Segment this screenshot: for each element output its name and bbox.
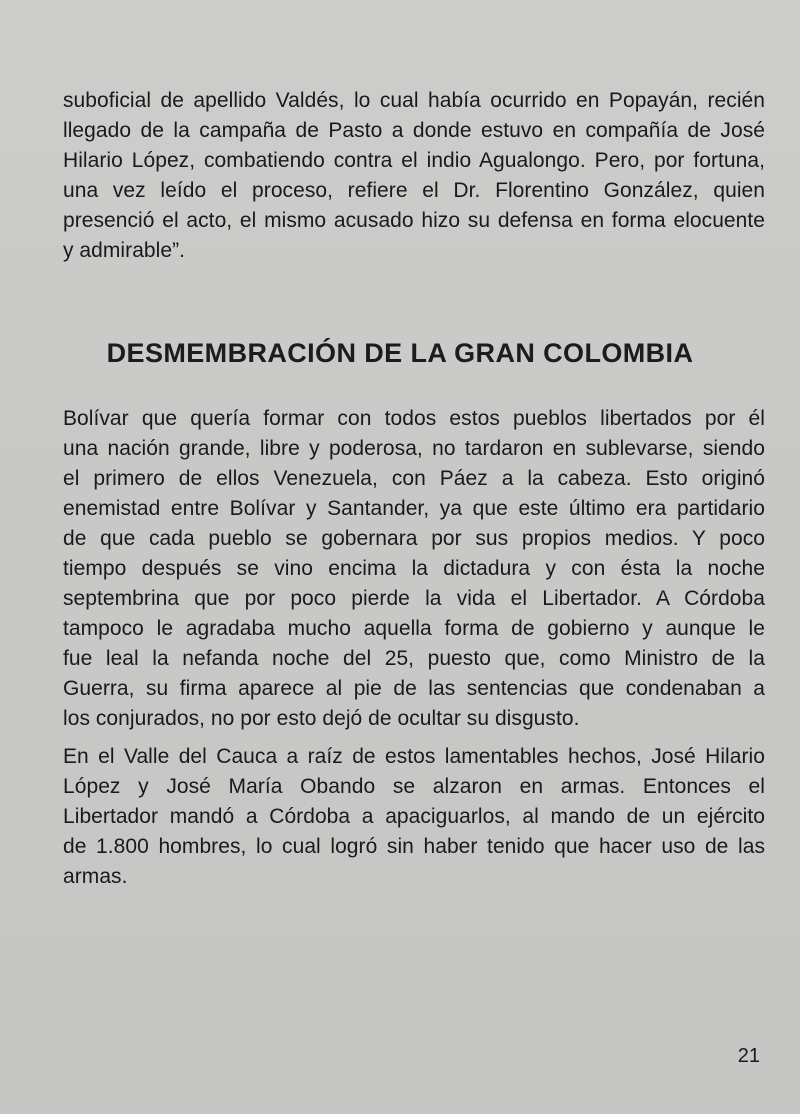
- paragraph-line: de que cada pueblo se gobernara por sus propios medios. Y poco: [63, 527, 765, 550]
- section-heading: DESMEMBRACIÓN DE LA GRAN COLOMBIA: [106, 338, 694, 368]
- paragraph-line: En el Valle del Cauca a raíz de estos lamentables hechos, José Hilario: [63, 745, 765, 768]
- paragraph-line: y admirable”.: [63, 239, 186, 262]
- paragraph-line: llegado de la campaña de Pasto a donde estuvo en compañía de José: [63, 119, 765, 142]
- paragraph-line: septembrina que por poco pierde la vida el Libertador. A Córdoba: [63, 587, 765, 610]
- paragraph-line: suboficial de apellido Valdés, lo cual había ocurrido en Popayán, recién: [63, 89, 765, 112]
- paragraph-3: [63, 742, 765, 892]
- paragraph-line: Libertador mandó a Córdoba a apaciguarlos, al mando de un ejército: [63, 805, 765, 828]
- paragraph-line: Guerra, su firma aparece al pie de las sentencias que condenaban a: [63, 677, 765, 700]
- paragraph-1: [63, 86, 765, 266]
- paragraph-line: una nación grande, libre y poderosa, no tardaron en sublevarse, siendo: [63, 437, 765, 460]
- paragraph-line: fue leal la nefanda noche del 25, puesto que, como Ministro de la: [63, 647, 765, 670]
- paragraph-line: de 1.800 hombres, lo cual logró sin haber tenido que hacer uso de las: [63, 835, 765, 858]
- paragraph-line: una vez leído el proceso, refiere el Dr. Florentino González, quien: [63, 179, 765, 202]
- paragraph-line: armas.: [63, 865, 128, 888]
- paragraph-line: presenció el acto, el mismo acusado hizo su defensa en forma elocuente: [63, 209, 765, 232]
- paragraph-line: tampoco le agradaba mucho aquella forma de gobierno y aunque le: [63, 617, 765, 640]
- paragraph-line: Bolívar que quería formar con todos estos pueblos libertados por él: [63, 407, 765, 430]
- paragraph-2: [63, 404, 765, 734]
- paragraph-line: enemistad entre Bolívar y Santander, ya que este último era partidario: [63, 497, 765, 520]
- paragraph-line: los conjurados, no por esto dejó de ocultar su disgusto.: [63, 707, 580, 730]
- paragraph-line: Hilario López, combatiendo contra el indio Agualongo. Pero, por fortuna,: [63, 149, 765, 172]
- paragraph-line: tiempo después se vino encima la dictadura y con ésta la noche: [63, 557, 765, 580]
- page-number: 21: [737, 1045, 760, 1067]
- paragraph-line: el primero de ellos Venezuela, con Páez a la cabeza. Esto originó: [63, 467, 765, 490]
- paragraph-line: López y José María Obando se alzaron en armas. Entonces el: [63, 775, 765, 798]
